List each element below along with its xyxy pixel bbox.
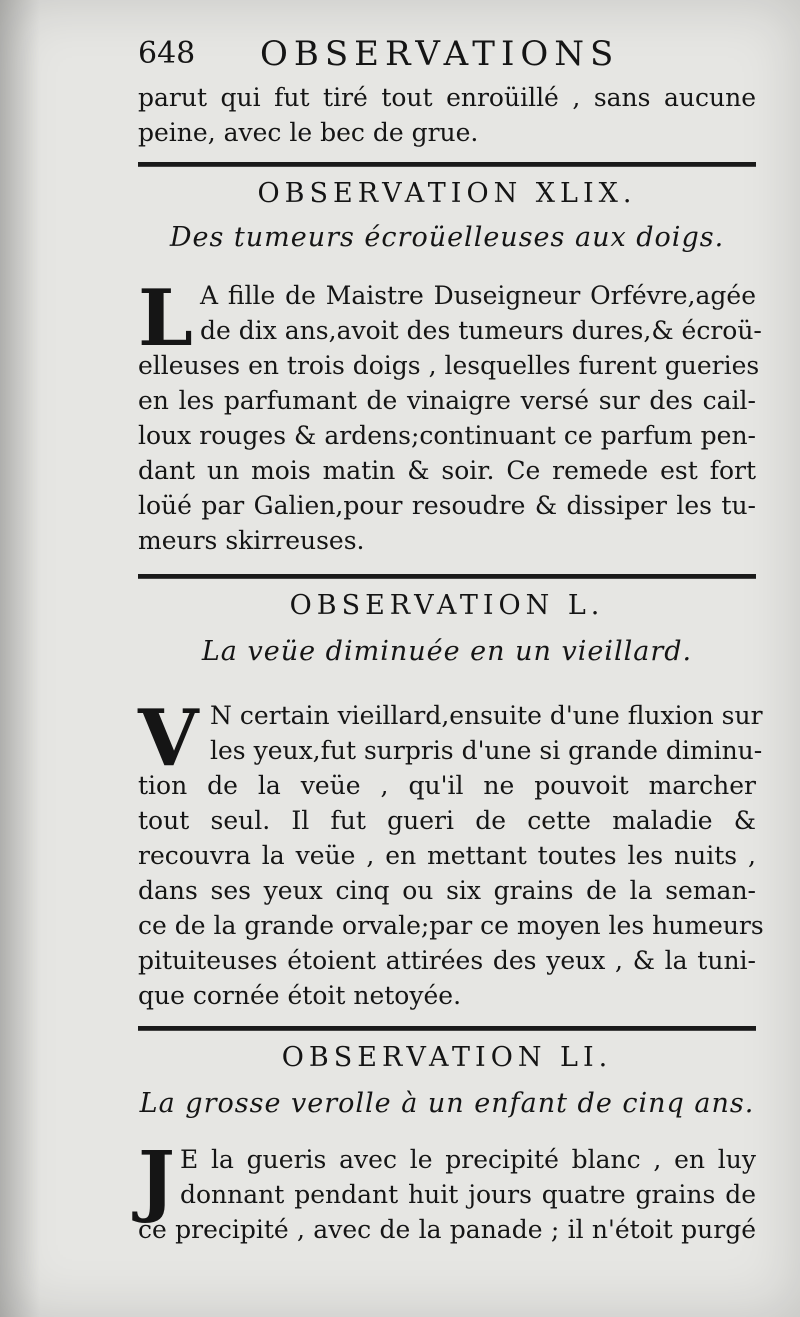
observation-title: OBSERVATION LI. bbox=[281, 1042, 613, 1073]
text-line: les yeux,fut surpris d'une si grande diminu- bbox=[210, 736, 763, 765]
continuation-text bbox=[138, 80, 756, 150]
drop-cap: L bbox=[138, 273, 193, 364]
text-line: E la gueris avec le precipité blanc , en luy bbox=[180, 1145, 756, 1174]
page-number: 648 bbox=[138, 36, 196, 71]
text-line: de dix ans,avoit des tumeurs dures,& écroü- bbox=[200, 316, 762, 345]
text-line: recouvra la veüe , en mettant toutes les nuits , bbox=[138, 841, 756, 870]
page-header bbox=[138, 34, 756, 78]
text-line: tion de la veüe , qu'il ne pouvoit marcher bbox=[138, 771, 756, 800]
drop-cap: J bbox=[138, 1135, 175, 1226]
section-rule bbox=[138, 574, 756, 579]
text-line: peine, avec le bec de grue. bbox=[138, 118, 479, 147]
text-line: donnant pendant huit jours quatre grains de bbox=[180, 1180, 756, 1209]
text-line: loux rouges & ardens;continuant ce parfum pen- bbox=[138, 421, 756, 450]
observation-subtitle: Des tumeurs écroüelleuses aux doigs. bbox=[169, 222, 725, 253]
text-line: A fille de Maistre Duseigneur Orfévre,agée bbox=[200, 281, 756, 310]
text-line: ce de la grande orvale;par ce moyen les humeurs bbox=[138, 911, 764, 940]
text-line: ce precipité , avec de la panade ; il n'étoit purgé bbox=[138, 1215, 756, 1244]
observation-subtitle: La grosse verolle à un enfant de cinq ans. bbox=[139, 1088, 755, 1119]
paragraph-lines bbox=[138, 1212, 756, 1247]
observation-title: OBSERVATION L. bbox=[289, 590, 605, 621]
text-line: pituiteuses étoient attirées des yeux , & la tuni- bbox=[138, 946, 756, 975]
section-rule bbox=[138, 1026, 756, 1031]
section-rule bbox=[138, 162, 756, 167]
observation-subtitle: La veüe diminuée en un vieillard. bbox=[201, 636, 693, 667]
text-line: N certain vieillard,ensuite d'une fluxion sur bbox=[210, 701, 763, 730]
paragraph-lines-indented bbox=[180, 1142, 756, 1212]
text-line: dans ses yeux cinq ou six grains de la seman- bbox=[138, 876, 756, 905]
text-line: en les parfumant de vinaigre versé sur des cail- bbox=[138, 386, 756, 415]
text-line: parut qui fut tiré tout enroüillé , sans aucune bbox=[138, 83, 756, 112]
text-line: elleuses en trois doigs , lesquelles furent gueries bbox=[138, 351, 760, 380]
paragraph-lines bbox=[138, 348, 760, 558]
paragraph-lines bbox=[138, 768, 764, 1013]
text-line: dant un mois matin & soir. Ce remede est fort bbox=[138, 456, 756, 485]
text-line: tout seul. Il fut gueri de cette maladie & bbox=[138, 806, 756, 835]
text-line: loüé par Galien,pour resoudre & dissiper les tu- bbox=[138, 491, 756, 520]
paragraph-lines-indented bbox=[200, 278, 762, 348]
text-line: que cornée étoit netoyée. bbox=[138, 981, 462, 1010]
running-head: OBSERVATIONS bbox=[260, 34, 620, 74]
observation-title: OBSERVATION XLIX. bbox=[257, 178, 637, 209]
drop-cap: V bbox=[138, 693, 199, 784]
text-line: meurs skirreuses. bbox=[138, 526, 365, 555]
paragraph-lines-indented bbox=[210, 698, 763, 768]
page-gutter-shadow bbox=[0, 0, 40, 1317]
